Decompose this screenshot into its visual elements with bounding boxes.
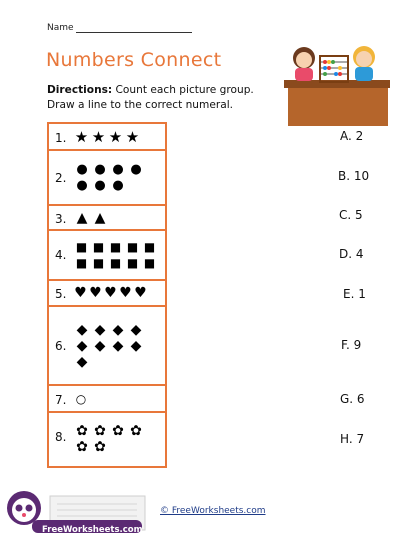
footer-link[interactable]: © FreeWorksheets.com — [160, 506, 266, 516]
shape-symbol: ● — [112, 177, 124, 193]
shape-symbol: ■ — [109, 256, 122, 270]
shape-symbol: ✿ — [94, 422, 106, 439]
shape-group — [73, 309, 159, 382]
shape-symbol: ■ — [75, 256, 88, 270]
shape-symbol: ★ — [74, 127, 89, 146]
shape-symbol: ● — [76, 177, 88, 193]
kids-abacus-illustration — [280, 40, 390, 126]
shape-group — [73, 206, 159, 229]
shape-symbol: ✿ — [94, 438, 106, 455]
shape-group — [73, 233, 159, 277]
shape-symbol: ♥ — [134, 285, 147, 301]
row-number: 7. — [55, 393, 67, 407]
shape-symbol: ★ — [91, 127, 106, 146]
shape-symbol: ◆ — [76, 353, 88, 370]
shape-symbol: ◆ — [112, 321, 124, 338]
shape-symbol: ★ — [108, 127, 123, 146]
shape-symbol: ◆ — [112, 337, 124, 354]
directions — [47, 83, 277, 113]
row-number: 2. — [55, 171, 67, 185]
shape-symbol: ✿ — [76, 422, 88, 439]
shape-symbol: ✿ — [76, 438, 88, 455]
row-number: 1. — [55, 131, 67, 145]
page-title: Numbers Connect — [46, 49, 222, 71]
answer-e: E. 1 — [343, 287, 366, 301]
shape-symbol: ◆ — [94, 321, 106, 338]
row-7 — [49, 386, 165, 413]
shape-symbol: ✿ — [130, 422, 142, 439]
shape-symbol: ■ — [143, 240, 156, 254]
shape-symbol: ★ — [125, 127, 140, 146]
row-2 — [49, 151, 165, 206]
row-number: 3. — [55, 212, 67, 226]
directions-label: Directions: — [47, 84, 113, 96]
answer-c: C. 5 — [339, 208, 363, 222]
answer-d: D. 4 — [339, 247, 364, 261]
shape-symbol: ◆ — [76, 337, 88, 354]
name-label: Name — [47, 23, 74, 33]
shape-symbol: ◆ — [94, 337, 106, 354]
shape-symbol: ♥ — [104, 285, 117, 301]
shape-symbol: ■ — [92, 240, 105, 254]
row-number: 8. — [55, 430, 67, 444]
shape-group — [73, 281, 159, 305]
picture-groups-grid — [47, 122, 167, 468]
shape-symbol: ▲ — [94, 209, 106, 226]
shape-symbol: ■ — [92, 256, 105, 270]
shape-symbol: ▲ — [76, 209, 88, 226]
directions-text: Count each picture group. Draw a line to the correct numeral. — [47, 84, 254, 111]
shape-symbol: ◆ — [130, 321, 142, 338]
row-4 — [49, 231, 165, 281]
answer-h: H. 7 — [340, 432, 365, 446]
row-1 — [49, 124, 165, 151]
shape-symbol: ○ — [75, 391, 87, 406]
shape-group — [73, 124, 159, 149]
shape-symbol: ♥ — [119, 285, 132, 301]
shape-symbol: ♥ — [74, 285, 87, 301]
row-number: 6. — [55, 339, 67, 353]
answer-g: G. 6 — [340, 392, 365, 406]
row-number: 4. — [55, 248, 67, 262]
row-number: 5. — [55, 287, 67, 301]
answer-b: B. 10 — [338, 169, 370, 183]
shape-symbol: ● — [94, 177, 106, 193]
row-6 — [49, 307, 165, 386]
answer-a: A. 2 — [340, 129, 364, 143]
shape-symbol: ■ — [109, 240, 122, 254]
row-8 — [49, 413, 165, 466]
shape-symbol: ● — [112, 161, 124, 177]
shape-symbol: ● — [130, 161, 142, 177]
answer-f: F. 9 — [341, 338, 362, 352]
logo-text: FreeWorksheets.com — [42, 525, 143, 535]
shape-symbol: ◆ — [130, 337, 142, 354]
shape-group — [73, 415, 159, 462]
shape-symbol: ✿ — [112, 422, 124, 439]
name-line — [76, 32, 192, 33]
shape-group — [73, 153, 159, 202]
shape-symbol: ● — [94, 161, 106, 177]
row-5 — [49, 281, 165, 307]
shape-symbol: ♥ — [89, 285, 102, 301]
shape-symbol: ■ — [143, 256, 156, 270]
shape-symbol: ■ — [126, 256, 139, 270]
shape-symbol: ● — [76, 161, 88, 177]
row-3 — [49, 206, 165, 231]
shape-symbol: ■ — [126, 240, 139, 254]
shape-symbol: ■ — [75, 240, 88, 254]
shape-group — [73, 386, 159, 411]
shape-symbol: ◆ — [76, 321, 88, 338]
